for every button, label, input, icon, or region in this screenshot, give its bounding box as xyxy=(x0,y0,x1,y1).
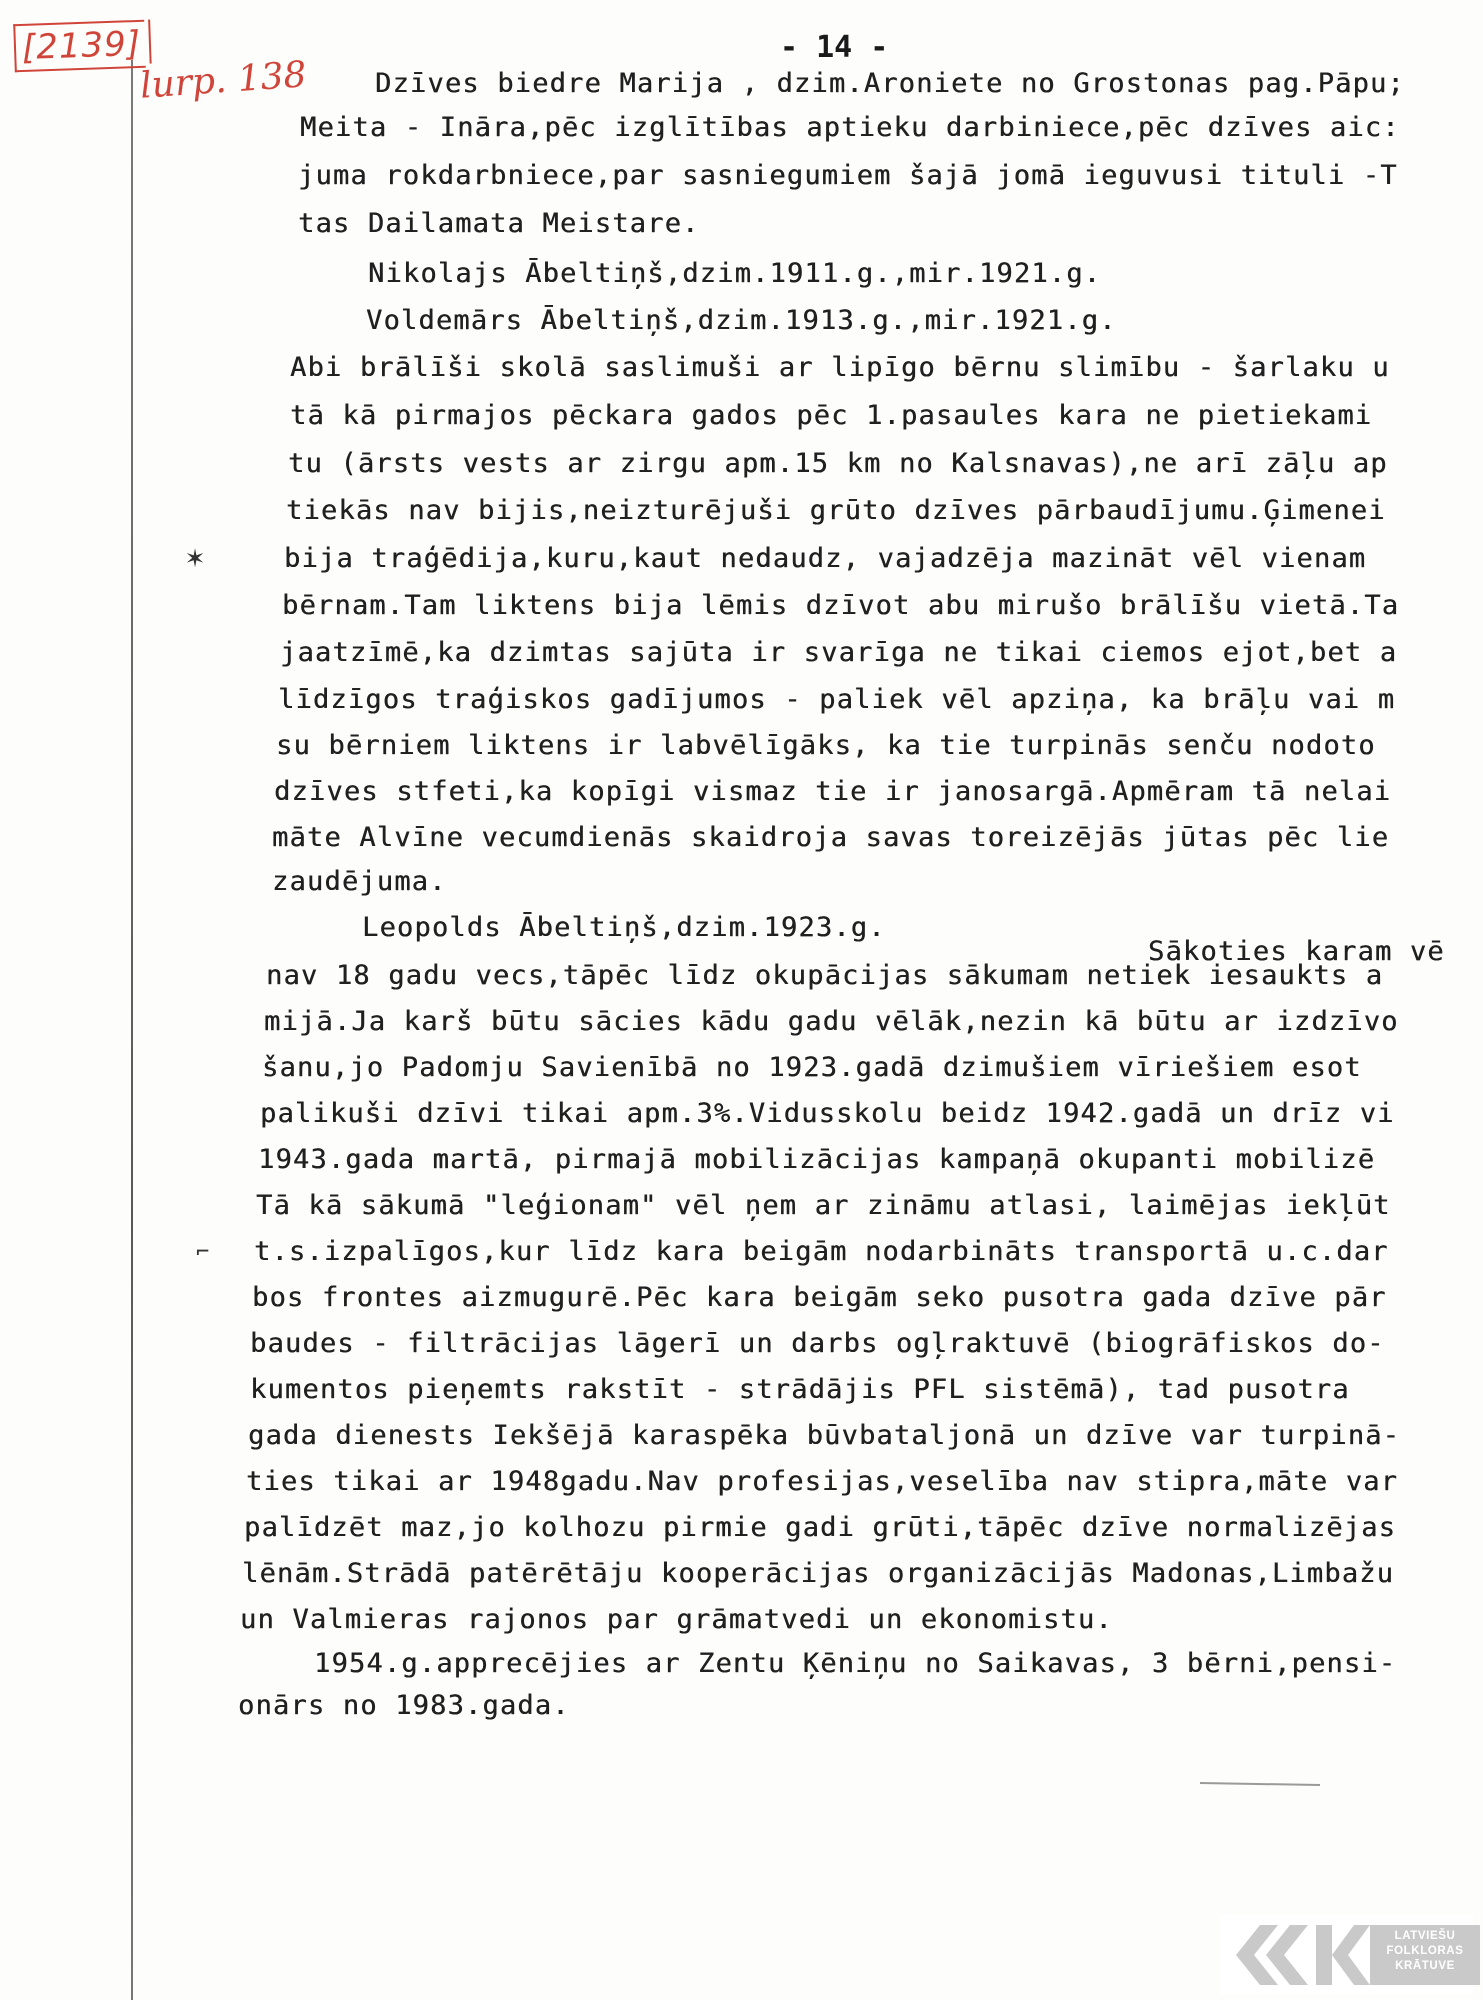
text-line: tas Dailamata Meistare. xyxy=(298,208,700,239)
text-line: Meita - Ināra,pēc izglītības aptieku darbiniece,pēc dzīves aic: xyxy=(300,112,1400,143)
text-line: mijā.Ja karš būtu sācies kādu gadu vēlāk,nezin kā būtu ar izdzīvo xyxy=(264,1006,1399,1037)
text-line: bos frontes aizmugurē.Pēc kara beigām seko pusotra gada dzīve pār xyxy=(252,1282,1387,1313)
logo-line-3: KRĀTUVE xyxy=(1395,1960,1455,1972)
page-number: - 14 - xyxy=(780,30,889,65)
text-line: Voldemārs Ābeltiņš,dzim.1913.g.,mir.1921.g. xyxy=(366,305,1117,336)
text-line: 1943.gada martā, pirmajā mobilizācijas kampaņā okupanti mobilizē xyxy=(258,1144,1376,1175)
logo-line-1: LATVIEŠU xyxy=(1394,1930,1456,1942)
text-line: onārs no 1983.gada. xyxy=(238,1690,570,1721)
text-line: palikuši dzīvi tikai apm.3%.Vidusskolu beidz 1942.gadā un drīz vi xyxy=(260,1098,1395,1129)
text-line: nav 18 gadu vecs,tāpēc līdz okupācijas sākumam netiek iesaukts a xyxy=(266,960,1384,991)
text-line: bija traģēdija,kuru,kaut nedaudz, vajadzēja mazināt vēl vienam xyxy=(284,543,1367,574)
text-line: t.s.izpalīgos,kur līdz kara beigām nodarbināts transportā u.c.dar xyxy=(254,1236,1389,1267)
text-line: 1954.g.apprecējies ar Zentu Ķēniņu no Saikavas, 3 bērni,pensi- xyxy=(314,1648,1397,1679)
text-line: dzīves stfeti,ka kopīgi vismaz tie ir janosargā.Apmēram tā nelai xyxy=(274,776,1392,807)
text-line: un Valmieras rajonos par grāmatvedi un ekonomistu. xyxy=(240,1604,1113,1635)
text-line: šanu,jo Padomju Savienībā no 1923.gadā dzimušiem vīriešiem esot xyxy=(262,1052,1362,1083)
text-line: tā kā pirmajos pēckara gados pēc 1.pasaules kara ne pietiekami xyxy=(290,400,1373,431)
text-line: gada dienests Iekšējā karaspēka būvbataljonā un dzīve var turpinā- xyxy=(248,1420,1401,1451)
text-line: tu (ārsts vests ar zirgu apm.15 km no Kalsnavas),ne arī zāļu ap xyxy=(288,448,1388,479)
lfk-logo-icon xyxy=(1220,1915,1370,1995)
text-line: māte Alvīne vecumdienās skaidroja savas toreizējās jūtas pēc lie xyxy=(272,822,1390,853)
archive-logo xyxy=(1220,1915,1473,1995)
text-line: Tā kā sākumā "leģionam" vēl ņem ar zināmu atlasi, laimējas iekļūt xyxy=(256,1190,1391,1221)
text-line: Dzīves biedre Marija , dzim.Aroniete no Grostonas pag.Pāpu; xyxy=(375,68,1405,99)
text-line: tiekās nav bijis,neizturējuši grūto dzīves pārbaudījumu.Ģimenei xyxy=(286,495,1386,526)
text-line: zaudējuma. xyxy=(272,866,447,897)
handwritten-note: lurp. 138 xyxy=(138,54,308,107)
text-line: Leopolds Ābeltiņš,dzim.1923.g. xyxy=(362,912,886,943)
text-line: su bērniem liktens ir labvēlīgāks, ka tie turpinās senču nodoto xyxy=(276,730,1376,761)
tick-mark: ⌐ xyxy=(196,1240,210,1265)
text-line: juma rokdarbniece,par sasniegumiem šajā jomā ieguvusi tituli -T xyxy=(298,160,1398,191)
ink-blot-mark: ✶ xyxy=(186,540,205,575)
archive-number-stamp: [2139] xyxy=(13,20,146,73)
text-line: lēnām.Strādā patērētāju kooperācijas organizācijās Madonas,Limbažu xyxy=(242,1558,1395,1589)
text-line: jaatzīmē,ka dzimtas sajūta ir svarīga ne tikai ciemos ejot,bet a xyxy=(280,637,1398,668)
text-line: Sākoties karam vē xyxy=(1148,936,1445,967)
text-line: kumentos pieņemts rakstīt - strādājis PFL sistēmā), tad pusotra xyxy=(250,1374,1350,1405)
logo-caption xyxy=(1370,1925,1480,1985)
text-line: Abi brālīši skolā saslimuši ar lipīgo bērnu slimību - šarlaku u xyxy=(290,352,1390,383)
text-line: bērnam.Tam liktens bija lēmis dzīvot abu mirušo brālīšu vietā.Ta xyxy=(282,590,1400,621)
text-line: palīdzēt maz,jo kolhozu pirmie gadi grūti,tāpēc dzīve normalizējas xyxy=(244,1512,1397,1543)
text-line: Nikolajs Ābeltiņš,dzim.1911.g.,mir.1921.g. xyxy=(368,258,1102,289)
text-line: baudes - filtrācijas lāgerī un darbs ogļraktuvē (biogrāfiskos do- xyxy=(250,1328,1385,1359)
logo-line-2: FOLKLORAS xyxy=(1386,1945,1464,1957)
text-line: līdzīgos traģiskos gadījumos - paliek vēl apziņa, ka brāļu vai m xyxy=(278,684,1396,715)
text-line: ties tikai ar 1948gadu.Nav profesijas,veselība nav stipra,māte var xyxy=(246,1466,1399,1497)
